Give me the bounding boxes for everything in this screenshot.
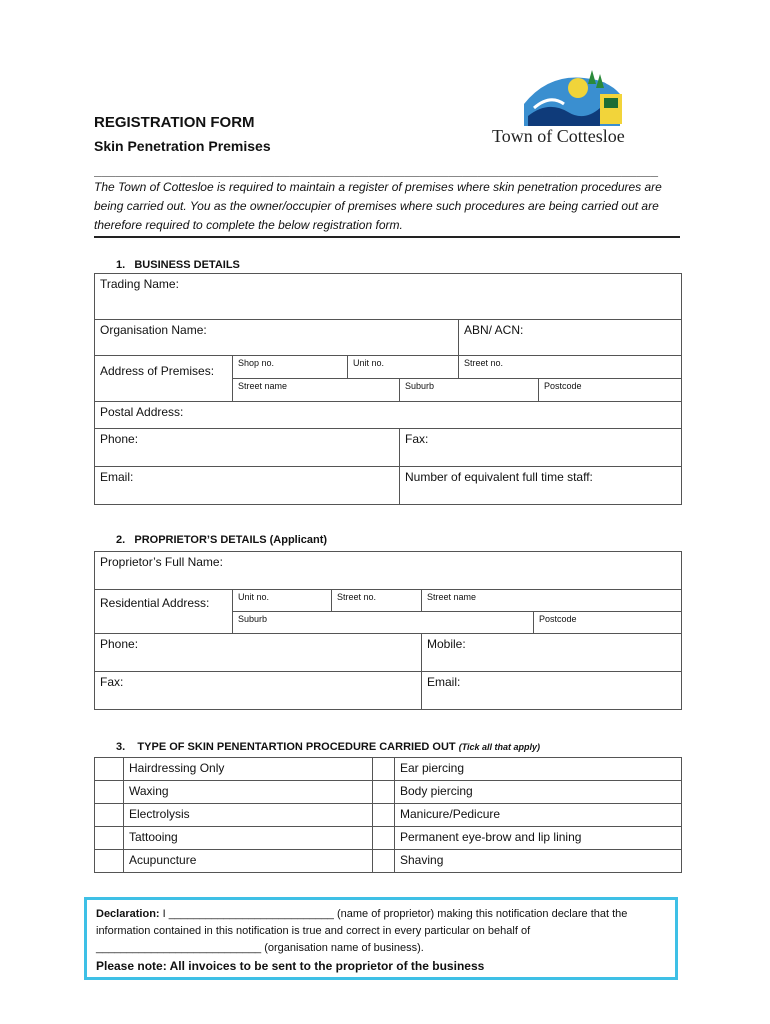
proprietor-phone-label: Phone: xyxy=(100,637,139,651)
declaration-line-1 xyxy=(96,906,666,923)
premises-street-no-label: Street no. xyxy=(464,358,504,368)
checkbox-tattooing[interactable] xyxy=(95,827,124,850)
declaration-label: Declaration: xyxy=(96,908,160,920)
procedure-acupuncture: Acupuncture xyxy=(124,850,373,873)
checkbox-ear-piercing[interactable] xyxy=(373,758,395,781)
procedure-waxing: Waxing xyxy=(124,781,373,804)
premises-street-name-field[interactable] xyxy=(233,379,400,402)
section-2-number: 2. xyxy=(116,534,126,546)
business-phone-field[interactable] xyxy=(95,429,400,467)
procedures-table xyxy=(94,757,682,873)
staff-count-label: Number of equivalent full time staff: xyxy=(405,470,593,484)
residential-unit-no-field[interactable] xyxy=(233,590,332,612)
abn-field[interactable] xyxy=(459,320,682,356)
section-3-note: (Tick all that apply) xyxy=(458,742,541,752)
residential-suburb-field[interactable] xyxy=(233,612,534,634)
declaration-box xyxy=(84,897,678,980)
premises-address-label: Address of Premises: xyxy=(100,364,215,378)
staff-count-field[interactable] xyxy=(400,467,682,505)
logo-text: Town of Cottesloe xyxy=(492,126,625,146)
postal-address-label: Postal Address: xyxy=(100,405,184,419)
residential-street-no-field[interactable] xyxy=(332,590,422,612)
residential-street-name-label: Street name xyxy=(427,592,477,602)
form-title: REGISTRATION FORM xyxy=(94,114,255,131)
intro-text: The Town of Cottesloe is required to maintain a register of premises where skin penetration procedures are being carried out. You as the owner/occupier of premises where such procedures are being carried out are therefore required to complete the below registration form. xyxy=(94,180,662,232)
premises-postcode-field[interactable] xyxy=(539,379,682,402)
residential-street-name-field[interactable] xyxy=(422,590,682,612)
residential-postcode-label: Postcode xyxy=(539,614,577,624)
business-email-label: Email: xyxy=(100,470,134,484)
proprietor-fax-field[interactable] xyxy=(95,672,422,710)
shop-no-label: Shop no. xyxy=(238,358,275,368)
town-of-cottesloe-logo xyxy=(488,64,668,154)
procedure-eyebrow-lip: Permanent eye-brow and lip lining xyxy=(395,827,682,850)
section-3-heading xyxy=(116,741,540,753)
premises-suburb-label: Suburb xyxy=(405,381,435,391)
trading-name-label: Trading Name: xyxy=(100,277,179,291)
checkbox-acupuncture[interactable] xyxy=(95,850,124,873)
declaration-line-2: information contained in this notification is true and correct in every particular on behalf of xyxy=(96,925,531,937)
premises-address-label-cell xyxy=(95,356,233,402)
premises-unit-no-field[interactable] xyxy=(348,356,459,379)
organisation-name-label: Organisation Name: xyxy=(100,323,207,337)
procedure-hairdressing: Hairdressing Only xyxy=(124,758,373,781)
declaration-text-1: I ___________________________ (name of proprietor) making this notification declare that the xyxy=(159,908,628,920)
organisation-name-field[interactable] xyxy=(95,320,459,356)
form-subtitle: Skin Penetration Premises xyxy=(94,138,271,154)
procedure-body-piercing: Body piercing xyxy=(395,781,682,804)
declaration-line-3: ___________________________ (organisation name of business). xyxy=(96,942,424,954)
residential-suburb-label: Suburb xyxy=(238,614,268,624)
title-underline: ______________________________________________________________________________ xyxy=(94,164,658,178)
proprietor-mobile-label: Mobile: xyxy=(427,637,466,651)
proprietor-details-table xyxy=(94,551,682,710)
proprietor-mobile-field[interactable] xyxy=(422,634,682,672)
checkbox-manicure[interactable] xyxy=(373,804,395,827)
section-3-title: TYPE OF SKIN PENENTARTION PROCEDURE CARRIED OUT xyxy=(137,741,456,753)
section-1-heading xyxy=(116,259,240,271)
proprietor-email-label: Email: xyxy=(427,675,461,689)
proprietor-email-field[interactable] xyxy=(422,672,682,710)
section-3-number: 3. xyxy=(116,741,126,753)
residential-unit-no-label: Unit no. xyxy=(238,592,270,602)
proprietor-full-name-label: Proprietor’s Full Name: xyxy=(100,555,223,569)
section-1-title: BUSINESS DETAILS xyxy=(134,259,240,271)
procedure-shaving: Shaving xyxy=(395,850,682,873)
procedure-ear-piercing: Ear piercing xyxy=(395,758,682,781)
premises-postcode-label: Postcode xyxy=(544,381,582,391)
section-2-title: PROPRIETOR’S DETAILS (Applicant) xyxy=(134,534,328,546)
residential-postcode-field[interactable] xyxy=(534,612,682,634)
checkbox-eyebrow-lip[interactable] xyxy=(373,827,395,850)
business-email-field[interactable] xyxy=(95,467,400,505)
premises-street-no-field[interactable] xyxy=(459,356,682,379)
business-fax-field[interactable] xyxy=(400,429,682,467)
procedure-electrolysis: Electrolysis xyxy=(124,804,373,827)
proprietor-fax-label: Fax: xyxy=(100,675,124,689)
premises-suburb-field[interactable] xyxy=(400,379,539,402)
postal-address-field[interactable] xyxy=(95,402,682,429)
procedure-manicure: Manicure/Pedicure xyxy=(395,804,682,827)
proprietor-phone-field[interactable] xyxy=(95,634,422,672)
residential-address-label: Residential Address: xyxy=(100,596,210,610)
checkbox-waxing[interactable] xyxy=(95,781,124,804)
checkbox-hairdressing[interactable] xyxy=(95,758,124,781)
procedure-tattooing: Tattooing xyxy=(124,827,373,850)
checkbox-shaving[interactable] xyxy=(373,850,395,873)
invoice-note: Please note: All invoices to be sent to the proprietor of the business xyxy=(96,959,485,973)
premises-street-name-label: Street name xyxy=(238,381,288,391)
business-details-table xyxy=(94,273,682,505)
residential-street-no-label: Street no. xyxy=(337,592,377,602)
proprietor-full-name-field[interactable] xyxy=(95,552,682,590)
shop-no-field[interactable] xyxy=(233,356,348,379)
trading-name-field[interactable] xyxy=(95,274,682,320)
residential-address-label-cell xyxy=(95,590,233,634)
section-2-heading xyxy=(116,534,327,546)
business-fax-label: Fax: xyxy=(405,432,429,446)
intro-divider xyxy=(94,236,680,238)
premises-unit-no-label: Unit no. xyxy=(353,358,385,368)
checkbox-body-piercing[interactable] xyxy=(373,781,395,804)
section-1-number: 1. xyxy=(116,259,126,271)
checkbox-electrolysis[interactable] xyxy=(95,804,124,827)
abn-label: ABN/ ACN: xyxy=(464,323,524,337)
business-phone-label: Phone: xyxy=(100,432,139,446)
